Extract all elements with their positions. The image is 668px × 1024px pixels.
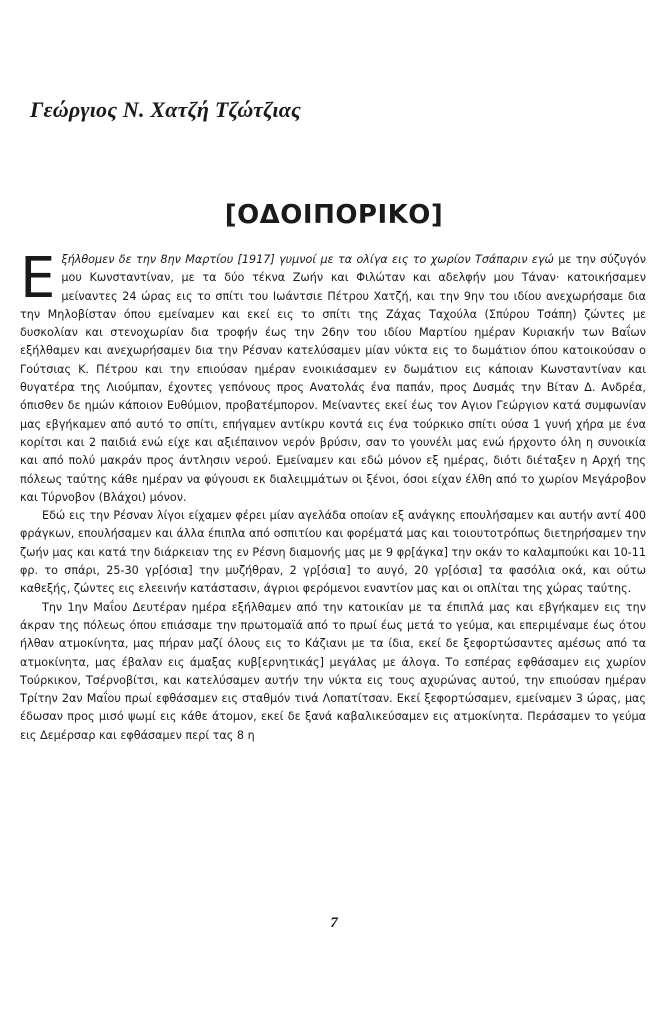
page-number: 7 [330,915,338,931]
document-body [20,246,646,745]
author-name: Γεώργιος Ν. Χατζή Τζώτζιας [30,97,302,122]
paragraph-1 [20,246,646,507]
paragraph-1-text: με την σύζυγόν μου Κωνσταντίναν, με τα δύο τέκνα Ζωήν και Φιλώταν και αδελφήν μου Τάναν· κατοικήσαμεν μείναντες 24 ώρας εις το σπίτι του Ιωάντσιε Πέτρου Χατζή, και την 9ην του ιδίου ανεχωρήσαμε δια την Μηλοβίσταν όπου εμείναμεν και εκεί εις το σπίτι της Ζάχας Ταχούλα (Σπύρου Τσάπη) ζώντες με δυσκολίαν και στενοχωρίαν δια τροφήν έως την 26ην του ιδίου Μαρτίου ημέραν Κυριακήν των Βαΐων εξήλθαμεν και ανεχωρήσαμεν δια την Ρέσναν κατελύσαμεν μίαν νύκτα εις το δωμάτιον όπου κατοικούσαν ο Γούτσιας Κ. Πέτρου και την επιούσαν ημέραν ενοικιάσαμεν εν δωμάτιον εις κάποιαν Κωνσταντίναν και θυγατέρα της Λιούμπαν, έχοντες γεπόνους προς Ανατολάς ένα παπάν, προς Δυσμάς την Βίταν Δ. Ανδρέα, όπισθεν δε ημών κάποιον Ευθύμιον, προβατέμπορον. Μείναντες εκεί έως τον Αγιον Γεώργιον κατά συμφωνίαν μας εβγήκαμεν από αυτό το σπίτι, επήγαμεν αντίκρυ κοντά εις ένα τούρκικο σπίτι ούσα 1 γυνή χήρα με ένα κορίτσι και 2 παιδιά ενώ είχε και αξιέπαινον νερόν βρύσιν, σαν το γουνέλι μας ενώ ήρχοντο όλη η συνοικία και από πολύ μακράν προς άντλησιν νερού. Εμείναμεν και εδώ μόνον εξ ημέρας, διότι διέταξεν η Αρχή της πόλεως ταύτης κάθε ημέραν να φύγουσι εκ διαλειμμάτων οι ξένοι, όσοι είχαν έλθη από το χωρίον Μεγάροβον και Τύρνοβον (Βλάχοι) μόνον. [20,253,646,504]
drop-cap: Ε [20,246,56,311]
paragraph-2: Εδώ εις την Ρέσναν λίγοι είχαμεν φέρει μίαν αγελάδα οποίαν εξ ανάγκης επουλήσαμεν και αυτήν αντί 400 φράγκων, επουλήσαμεν και άλλα έπιπλα από οσπιτίου και φορέματά μας και τοιουτοτρόπως διετηρήσαμεν την ζωήν μας και κατά την διάρκειαν της εν Ρέσνη διαμονής μας με 9 φρ[άγκα] την οκάν το καλαμπούκι και 10-11 φρ. το σπάρι, 25-30 γρ[όσια] την μυζήθραν, 2 γρ[όσια] το αυγό, 20 γρ[όσια] τα φασόλια οκά, και ούτω καθεξής, ζώντες εις ελεεινήν κατάστασιν, άγριοι φερόμενοι εναντίον μας και οι οπλίται της χώρας ταύτης. [20,509,646,596]
section-title: [ΟΔΟΙΠΟΡΙΚΟ] [224,200,444,230]
paragraph-3: Την 1ην Μαΐου Δευτέραν ημέρα εξήλθαμεν από την κατοικίαν με τα έπιπλά μας και εβγήκαμεν εις την άκραν της πόλεως όπου επιάσαμε την πρωτομαϊά από το πρωί έως μετά το γεύμα, και επεριμέναμε έως ότου ήλθαν ατμοκίνητα, μας πήραν μαζί όλους εις το Κάζιανι με τα ίδια, εκεί δε ξεφορτώσαντες αμέσως από τα ατμοκίνητα, μας έβαλαν εις άμαξας κυβ[ερνητικάς] μεγάλας με άλογα. Το εσπέρας εφθάσαμεν εις χωρίον Τούρκικον, Τσέρνοβίτσι, και κατελύσαμεν αυτήν την νύκτα εις τους αχυρώνας αυτού, την επιούσαν ημέραν Τρίτην 2αν Μαΐου πρωί εφθάσαμεν εις σταθμόν τινά Λοπατίτσαν. Εκεί ξεφορτώσαμεν, εμείναμεν 3 ώρας, μας έδωσαν προς μισό ψωμί εις κάθε άτομον, εκεί δε ξανά καβαλικεύσαμεν εις ατμοκίνητα. Περάσαμεν το γεύμα εις Δεμέρσαρ και εφθάσαμεν περί τας 8 η [20,600,646,742]
paragraph-1-italic-opening: ξήλθομεν δε την 8ην Μαρτίου [1917] γυμνοί με τα ολίγα εις το χωρίον Τσάπαριν εγώ [61,253,554,266]
